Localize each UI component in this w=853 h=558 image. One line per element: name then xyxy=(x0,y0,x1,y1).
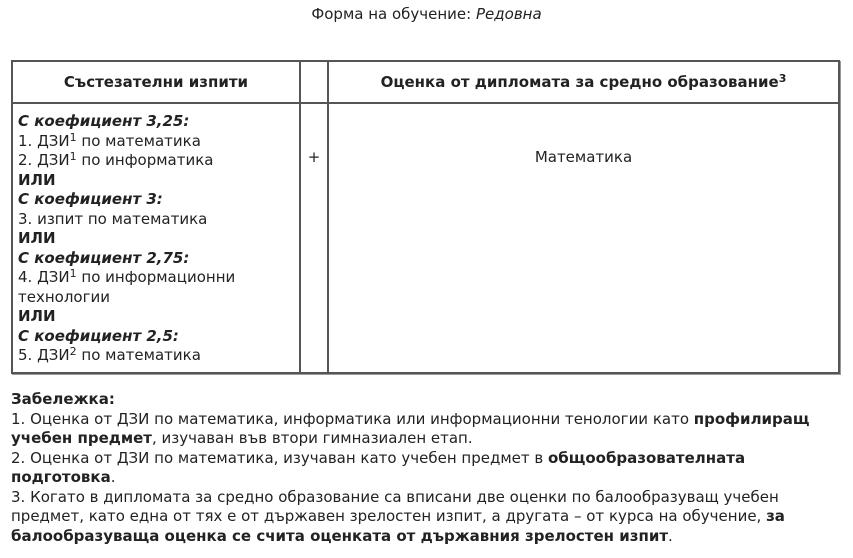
exam-item-5 xyxy=(18,346,295,366)
exam-item-5-suffix: по математика xyxy=(76,346,201,364)
header-plus xyxy=(300,61,328,103)
exam-item-4-suffix: по информационни технологии xyxy=(18,268,236,306)
note-1 xyxy=(11,410,841,449)
coefficient-3: С коефициент 3: xyxy=(18,190,163,208)
note-3-bold: за балообразуваща оценка се счита оценката от държавния зрелостен изпит xyxy=(11,507,785,545)
exam-item-1-prefix: 1. ДЗИ xyxy=(18,131,70,150)
header-competitive-exams: Състезателни изпити xyxy=(12,61,300,103)
header-footnote-3: 3 xyxy=(778,72,787,85)
header-diploma-grade-text: Оценка от дипломата за средно образование xyxy=(380,73,779,91)
note-3-tail: . xyxy=(668,526,673,545)
notes-title: Забележка: xyxy=(11,390,115,408)
note-2-text: 2. Оценка от ДЗИ по математика, изучаван като учебен предмет в xyxy=(11,448,548,467)
plus-cell: + xyxy=(300,103,328,373)
or-separator-2: ИЛИ xyxy=(18,229,56,247)
exam-item-2 xyxy=(18,151,295,171)
note-2-bold: общообразователната подготовка xyxy=(11,448,746,486)
exam-item-3: 3. изпит по математика xyxy=(18,209,208,228)
exam-item-5-prefix: 5. ДЗИ xyxy=(18,346,70,364)
or-separator-1: ИЛИ xyxy=(18,170,56,189)
note-3-text: 3. Когато в дипломата за средно образование са вписани две оценки по балообразуващ учебен предмет, като една от тях е от държавен зрелостен изпит, а другата – от курса на обучение, xyxy=(11,487,779,525)
exam-item-5-footnote: 2 xyxy=(69,345,77,358)
table-header-row xyxy=(12,61,839,103)
form-value: Редовна xyxy=(476,5,542,23)
coefficient-2-75: С коефициент 2,75: xyxy=(18,248,190,267)
exam-item-4-prefix: 4. ДЗИ xyxy=(18,268,70,286)
exam-item-1 xyxy=(18,132,295,152)
note-2-tail: . xyxy=(110,468,116,486)
note-2 xyxy=(11,449,841,488)
coefficient-3-25: С коефициент 3,25: xyxy=(18,112,190,130)
exams-table xyxy=(11,60,840,374)
note-3 xyxy=(11,488,841,547)
coefficient-2-5: С коефициент 2,5: xyxy=(18,326,179,345)
header-diploma-grade xyxy=(328,61,839,103)
exam-item-4 xyxy=(18,268,295,307)
notes-section xyxy=(11,390,841,546)
form-label: Форма на обучение: xyxy=(311,5,472,23)
exam-item-2-suffix: по информатика xyxy=(76,151,214,169)
exam-item-2-footnote: 1 xyxy=(69,150,77,163)
table-row xyxy=(12,103,839,373)
exams-cell xyxy=(12,103,300,373)
note-1-tail: , изучаван във втори гимназиален етап. xyxy=(152,429,473,447)
note-1-text: 1. Оценка от ДЗИ по математика, информатика или информационни тенологии като xyxy=(11,409,694,428)
note-1-bold: профилиращ учебен предмет xyxy=(11,409,810,447)
exam-item-2-prefix: 2. ДЗИ xyxy=(18,151,70,169)
exam-item-1-suffix: по математика xyxy=(76,131,201,150)
exam-item-1-footnote: 1 xyxy=(69,130,77,144)
grade-subject-cell: Математика xyxy=(328,103,839,373)
form-of-study xyxy=(0,5,853,23)
or-separator-3: ИЛИ xyxy=(18,307,56,325)
exam-item-4-footnote: 1 xyxy=(69,267,77,280)
